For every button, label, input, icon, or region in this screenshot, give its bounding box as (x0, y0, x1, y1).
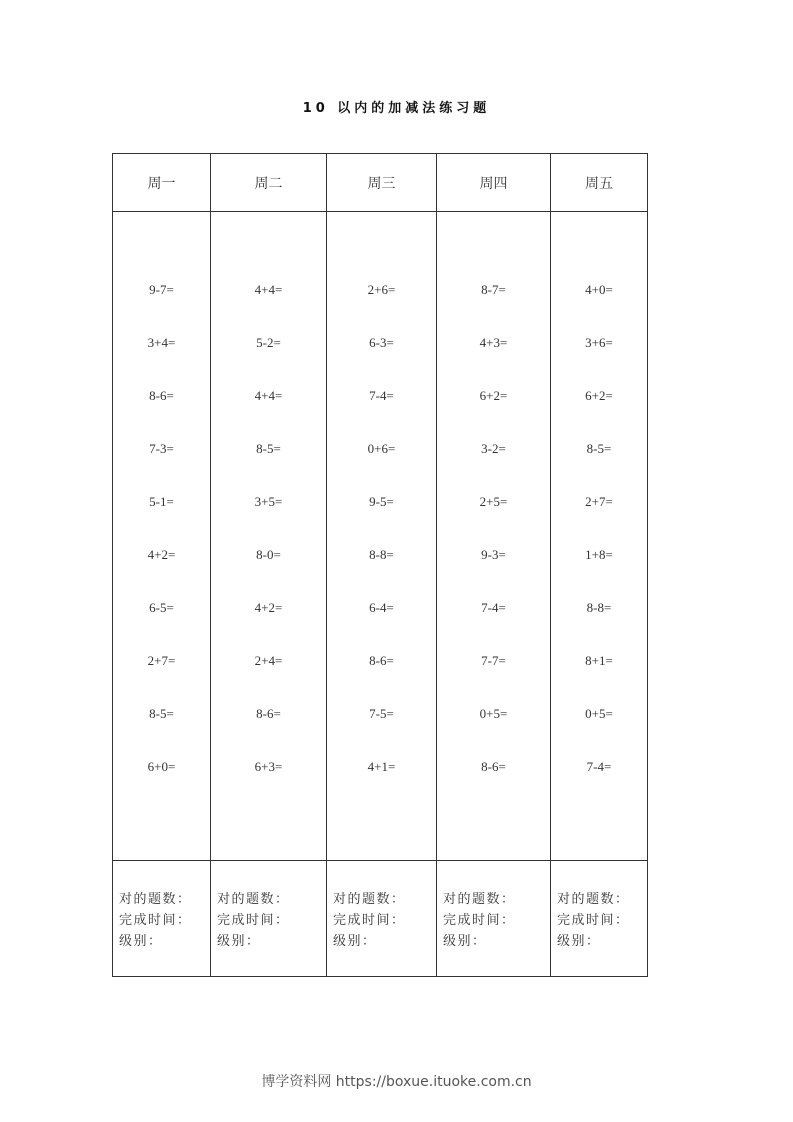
correct-count-label: 对的题数： (557, 892, 630, 907)
problem: 2+6= (367, 282, 396, 297)
problem: 8-5= (149, 706, 174, 721)
header-monday: 周一 (113, 154, 211, 212)
problem: 8-7= (481, 282, 506, 297)
problem: 7-7= (481, 653, 506, 668)
header-thursday: 周四 (437, 154, 551, 212)
problem: 3-2= (481, 441, 506, 456)
level-label: 级别： (443, 934, 487, 949)
problem: 6-5= (149, 600, 174, 615)
problem: 8-6= (256, 706, 281, 721)
problem: 8-5= (256, 441, 281, 456)
problem: 2+5= (479, 494, 508, 509)
problem: 8+1= (585, 653, 613, 668)
problem: 2+7= (147, 653, 176, 668)
problem: 0+6= (367, 441, 396, 456)
problem: 5-2= (256, 335, 281, 350)
problem-list (437, 212, 550, 810)
correct-count-label: 对的题数： (443, 892, 516, 907)
problem: 0+5= (585, 706, 613, 721)
problem-list (327, 212, 436, 810)
level-label: 级别： (217, 934, 261, 949)
problem: 8-6= (481, 759, 506, 774)
header-tuesday: 周二 (211, 154, 327, 212)
problem-list (113, 212, 210, 810)
problem-list (211, 212, 326, 810)
problem: 8-6= (369, 653, 394, 668)
level-label: 级别： (333, 934, 377, 949)
footer-row (113, 861, 648, 977)
problem: 7-4= (481, 600, 506, 615)
problem: 6+2= (585, 388, 613, 403)
problem: 6-4= (369, 600, 394, 615)
problem-list (551, 212, 647, 810)
problem: 8-6= (149, 388, 174, 403)
problems-monday (113, 212, 211, 861)
problem: 8-0= (256, 547, 281, 562)
problem: 3+6= (585, 335, 613, 350)
problem: 4+4= (254, 388, 283, 403)
problem: 4+0= (585, 282, 613, 297)
worksheet-table (112, 153, 648, 977)
header-friday: 周五 (551, 154, 648, 212)
correct-count-label: 对的题数： (119, 892, 192, 907)
problem: 6-3= (369, 335, 394, 350)
completion-time-label: 完成时间： (333, 913, 406, 928)
header-row (113, 154, 648, 212)
footer-monday (113, 861, 211, 977)
problem: 4+2= (254, 600, 283, 615)
correct-count-label: 对的题数： (217, 892, 290, 907)
problems-row (113, 212, 648, 861)
problem: 7-5= (369, 706, 394, 721)
problem: 9-7= (149, 282, 174, 297)
problem: 3+4= (147, 335, 176, 350)
problem: 9-3= (481, 547, 506, 562)
footer-friday (551, 861, 648, 977)
header-wednesday: 周三 (327, 154, 437, 212)
problem: 6+0= (147, 759, 176, 774)
completion-time-label: 完成时间： (557, 913, 630, 928)
correct-count-label: 对的题数： (333, 892, 406, 907)
problem: 3+5= (254, 494, 283, 509)
completion-time-label: 完成时间： (443, 913, 516, 928)
completion-time-label: 完成时间： (119, 913, 192, 928)
level-label: 级别： (557, 934, 601, 949)
worksheet-title: 10 以内的加减法练习题 (302, 101, 491, 116)
level-label: 级别： (119, 934, 163, 949)
problem: 0+5= (479, 706, 508, 721)
source-watermark: 博学资料网 https://boxue.ituoke.com.cn (261, 1074, 532, 1090)
problem: 2+7= (585, 494, 613, 509)
problem: 7-4= (586, 759, 612, 774)
problem: 4+3= (479, 335, 508, 350)
problem: 8-8= (586, 600, 612, 615)
problem: 4+2= (147, 547, 176, 562)
problem: 8-8= (369, 547, 394, 562)
footer-tuesday (211, 861, 327, 977)
problem: 7-3= (149, 441, 174, 456)
footer-thursday (437, 861, 551, 977)
problem: 2+4= (254, 653, 283, 668)
footer-wednesday (327, 861, 437, 977)
completion-time-label: 完成时间： (217, 913, 290, 928)
problems-wednesday (327, 212, 437, 861)
problem: 6+2= (479, 388, 508, 403)
problems-thursday (437, 212, 551, 861)
problems-tuesday (211, 212, 327, 861)
problem: 5-1= (149, 494, 174, 509)
problems-friday (551, 212, 648, 861)
problem: 8-5= (586, 441, 612, 456)
problem: 4+1= (367, 759, 396, 774)
problem: 6+3= (254, 759, 283, 774)
problem: 7-4= (369, 388, 394, 403)
problem: 1+8= (585, 547, 613, 562)
problem: 4+4= (254, 282, 283, 297)
problem: 9-5= (369, 494, 394, 509)
